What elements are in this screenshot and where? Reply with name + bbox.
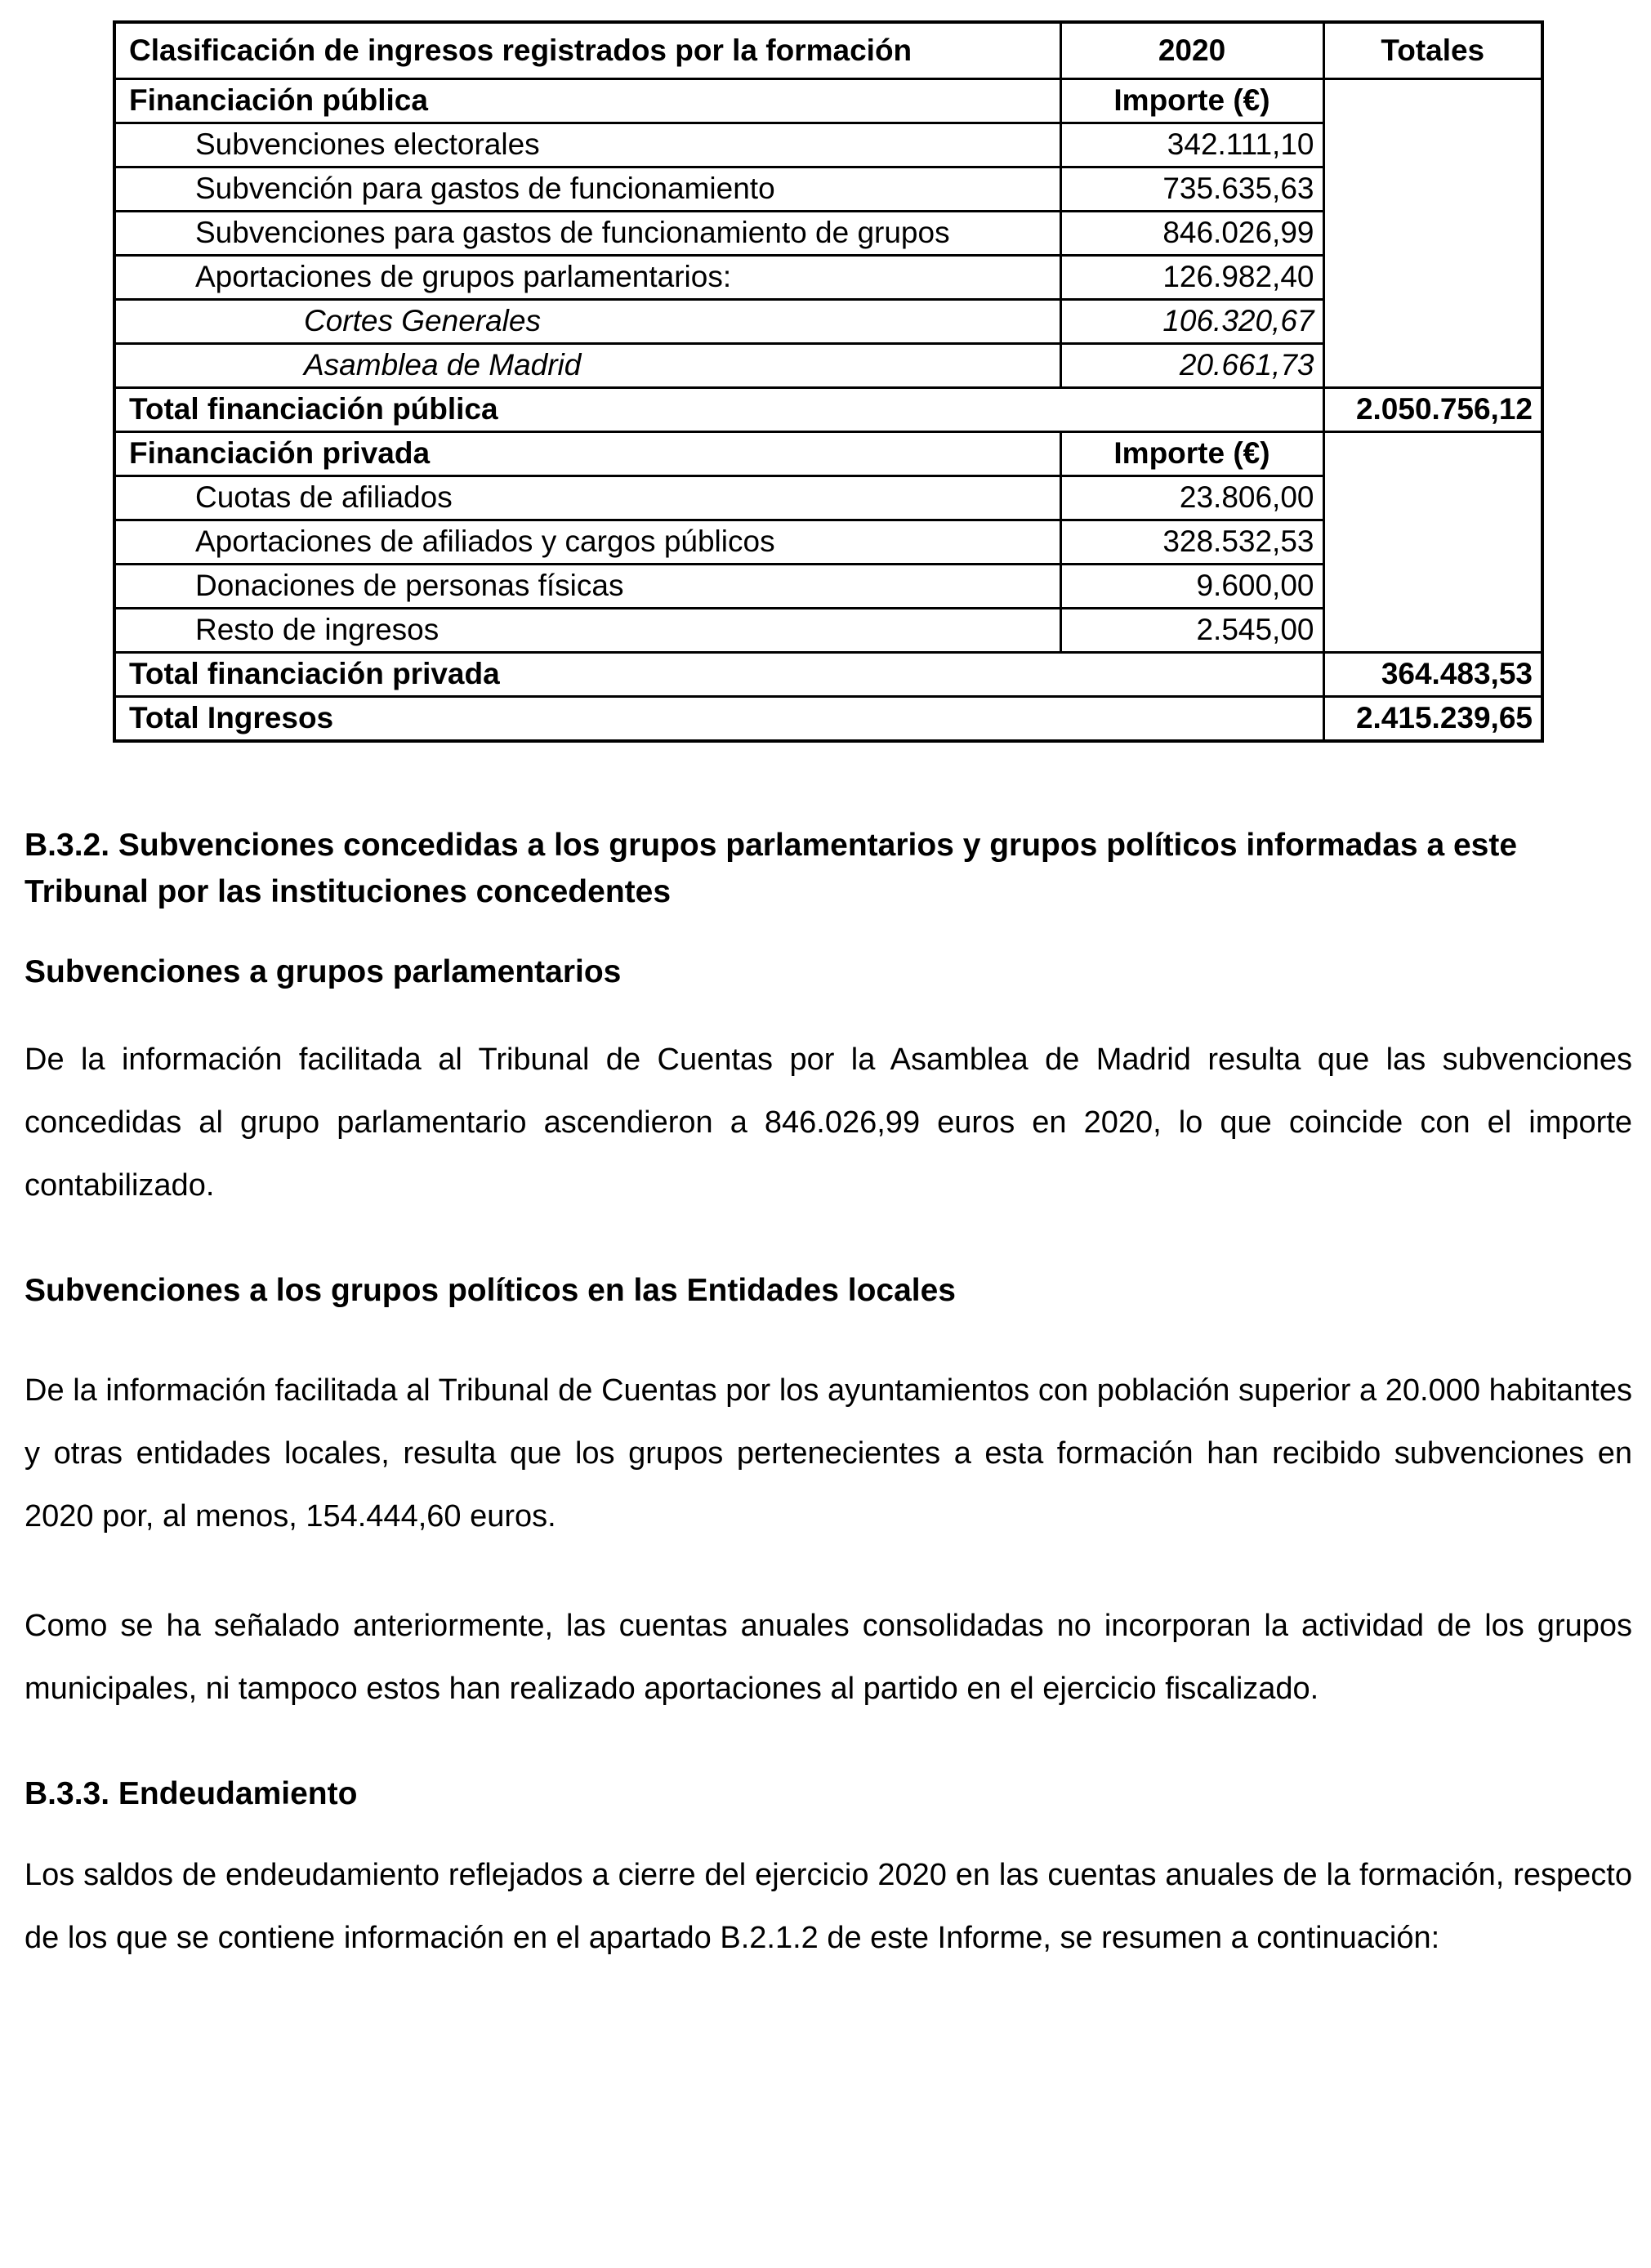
- row-total-value: 2.050.756,12: [1323, 388, 1542, 432]
- row-amount-header: Importe (€): [1060, 432, 1323, 476]
- row-total-value: 364.483,53: [1323, 653, 1542, 697]
- row-label: Aportaciones de afiliados y cargos públicos: [114, 520, 1060, 565]
- row-label: Subvención para gastos de funcionamiento: [114, 167, 1060, 212]
- row-label: Aportaciones de grupos parlamentarios:: [114, 256, 1060, 300]
- subheading-local-entities-subsidies: Subvenciones a los grupos políticos en las Entidades locales: [25, 1273, 956, 1308]
- paragraph-parliamentary-subsidies: De la información facilitada al Tribunal de Cuentas por la Asamblea de Madrid resulta que las subvenciones concedidas al grupo parlamentario ascendieron a 846.026,99 euros en 2020, lo que coincide con el importe contabilizado.: [25, 1042, 1632, 1203]
- row-value: 126.982,40: [1060, 256, 1323, 300]
- row-label: Total financiación privada: [114, 653, 1323, 697]
- row-value: 328.532,53: [1060, 520, 1323, 565]
- row-label: Total financiación pública: [114, 388, 1323, 432]
- row-label: Asamblea de Madrid: [114, 344, 1060, 388]
- paragraph-local-entities-subsidies: De la información facilitada al Tribunal de Cuentas por los ayuntamientos con población superior a 20.000 habitantes y otras entidades locales, resulta que los grupos pertenecientes a esta formación han recibido subvenciones en 2020 por, al menos, 154.444,60 euros.: [25, 1373, 1632, 1534]
- income-classification-table: [113, 20, 1544, 743]
- table-row-public-financing-section: [114, 79, 1542, 123]
- section-heading-b32: B.3.2. Subvenciones concedidas a los grupos parlamentarios y grupos políticos informadas a este Tribunal por las instituciones concedentes: [25, 828, 1518, 909]
- row-amount-header: Importe (€): [1060, 79, 1323, 123]
- paragraph-debt-balances: Los saldos de endeudamiento reflejados a cierre del ejercicio 2020 en las cuentas anuales de la formación, respecto de los que se contiene información en el apartado B.2.1.2 de este Informe, se resumen a continuación:: [25, 1858, 1632, 1955]
- row-label: Cuotas de afiliados: [114, 476, 1060, 520]
- table-row-private-financing-section: [114, 432, 1542, 476]
- totales-merged-cell-private: [1323, 432, 1542, 653]
- section-heading-b33: B.3.3. Endeudamiento: [25, 1776, 358, 1811]
- row-value: 735.635,63: [1060, 167, 1323, 212]
- row-label: Total Ingresos: [114, 697, 1323, 742]
- paragraph-municipal-groups: Como se ha señalado anteriormente, las cuentas anuales consolidadas no incorporan la actividad de los grupos municipales, ni tampoco estos han realizado aportaciones al partido en el ejercicio fiscalizado.: [25, 1609, 1632, 1706]
- row-value: 20.661,73: [1060, 344, 1323, 388]
- header-cell-2020: 2020: [1060, 22, 1323, 79]
- subheading-parliamentary-subsidies: Subvenciones a grupos parlamentarios: [25, 954, 622, 989]
- header-cell-totales: Totales: [1323, 22, 1542, 79]
- table-header-row: [114, 22, 1542, 79]
- row-value: 342.111,10: [1060, 123, 1323, 167]
- table-row-total-private-financing: [114, 653, 1542, 697]
- row-total-value: 2.415.239,65: [1323, 697, 1542, 742]
- table-row-total-public-financing: [114, 388, 1542, 432]
- row-label: Financiación pública: [114, 79, 1060, 123]
- row-value: 846.026,99: [1060, 212, 1323, 256]
- row-value: 9.600,00: [1060, 565, 1323, 609]
- header-cell-classification: Clasificación de ingresos registrados por la formación: [114, 22, 1060, 79]
- row-label: Cortes Generales: [114, 300, 1060, 344]
- row-value: 106.320,67: [1060, 300, 1323, 344]
- row-label: Financiación privada: [114, 432, 1060, 476]
- row-label: Subvenciones electorales: [114, 123, 1060, 167]
- row-value: 2.545,00: [1060, 609, 1323, 653]
- row-label: Subvenciones para gastos de funcionamiento de grupos: [114, 212, 1060, 256]
- table-row-total-income: [114, 697, 1542, 742]
- row-label: Resto de ingresos: [114, 609, 1060, 653]
- totales-merged-cell-public: [1323, 79, 1542, 388]
- row-value: 23.806,00: [1060, 476, 1323, 520]
- row-label: Donaciones de personas físicas: [114, 565, 1060, 609]
